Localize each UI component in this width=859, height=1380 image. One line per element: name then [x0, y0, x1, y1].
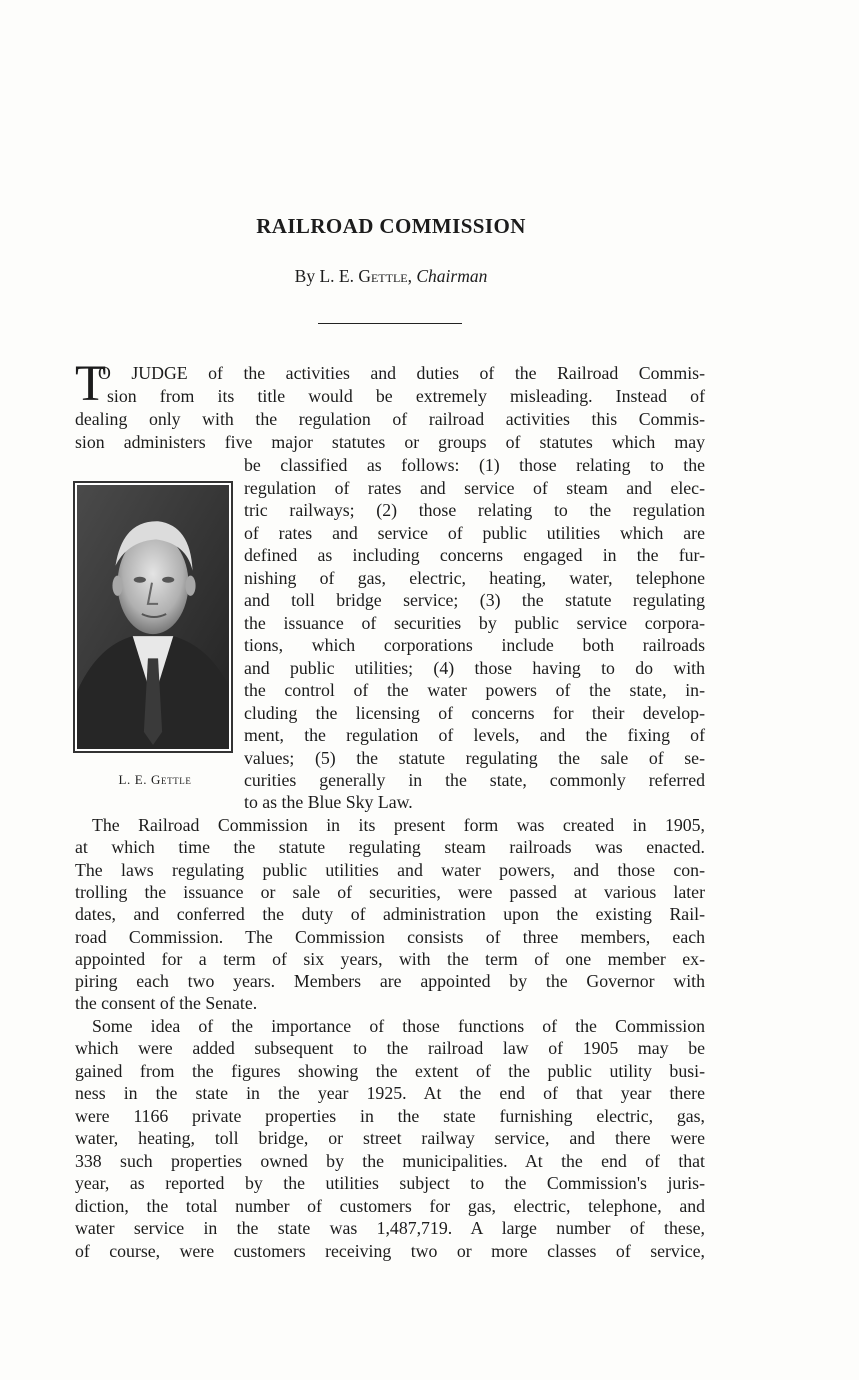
body-line: ment, the regulation of levels, and the fixing of: [244, 725, 705, 745]
byline: [0, 266, 782, 287]
body-line: tric railways; (2) those relating to the regulation: [244, 500, 705, 520]
body-line: O JUDGE of the activities and duties of the Railroad Commis-: [98, 363, 705, 383]
body-line: cluding the licensing of concerns for their develop-: [244, 703, 705, 723]
body-line: regulation of rates and service of steam and elec-: [244, 478, 705, 498]
body-line: which were added subsequent to the railroad law of 1905 may be: [75, 1038, 705, 1058]
body-line: the issuance of securities by public service corpora-: [244, 613, 705, 633]
body-line: were 1166 private properties in the state furnishing electric, gas,: [75, 1106, 705, 1126]
body-line: ness in the state in the year 1925. At the end of that year there: [75, 1083, 705, 1103]
body-line: values; (5) the statute regulating the sale of se-: [244, 748, 705, 768]
body-line: dates, and conferred the duty of administration upon the existing Rail-: [75, 904, 705, 924]
page-title: RAILROAD COMMISSION: [256, 214, 526, 238]
photo-caption: L. E. Gettle: [118, 772, 192, 787]
title-rule: [318, 323, 462, 324]
body-line: of rates and service of public utilities which are: [244, 523, 705, 543]
body-line: piring each two years. Members are appointed by the Governor with: [75, 971, 705, 991]
body-line: gained from the figures showing the extent of the public utility busi-: [75, 1061, 705, 1081]
portrait-image: [77, 485, 229, 749]
body-line: road Commission. The Commission consists of three members, each: [75, 927, 705, 947]
body-line: sion administers five major statutes or groups of statutes which may: [75, 432, 705, 452]
body-line: to as the Blue Sky Law.: [244, 792, 413, 812]
portrait-photo: [73, 481, 233, 753]
body-line: and public utilities; (4) those having to do with: [244, 658, 705, 678]
body-line: Some idea of the importance of those functions of the Commission: [92, 1016, 705, 1036]
body-line: dealing only with the regulation of railroad activities this Commis-: [75, 409, 705, 429]
body-line: sion from its title would be extremely misleading. Instead of: [107, 386, 705, 406]
body-line: the control of the water powers of the state, in-: [244, 680, 705, 700]
body-line: The Railroad Commission in its present form was created in 1905,: [92, 815, 705, 835]
byline-separator: ,: [407, 266, 417, 286]
body-line: appointed for a term of six years, with the term of one member ex-: [75, 949, 705, 969]
body-line: defined as including concerns engaged in the fur-: [244, 545, 705, 565]
body-line: tions, which corporations include both railroads: [244, 635, 705, 655]
body-line: water, heating, toll bridge, or street railway service, and there were: [75, 1128, 705, 1148]
body-line: nishing of gas, electric, heating, water, telephone: [244, 568, 705, 588]
byline-author: Gettle: [358, 266, 408, 286]
body-line: The laws regulating public utilities and water powers, and those con-: [75, 860, 705, 880]
body-line: diction, the total number of customers for gas, electric, telephone, and: [75, 1196, 705, 1216]
byline-role: Chairman: [416, 266, 488, 286]
body-line: curities generally in the state, commonly referred: [244, 770, 705, 790]
body-line: water service in the state was 1,487,719. A large number of these,: [75, 1218, 705, 1238]
body-line: trolling the issuance or sale of securities, were passed at various later: [75, 882, 705, 902]
byline-prefix: By L. E.: [294, 266, 359, 286]
drop-cap: T: [75, 356, 107, 412]
body-line: 338 such properties owned by the municipalities. At the end of that: [75, 1151, 705, 1171]
body-line: be classified as follows: (1) those relating to the: [244, 455, 705, 475]
body-line: year, as reported by the utilities subject to the Commission's juris-: [75, 1173, 705, 1193]
body-line: at which time the statute regulating steam railroads was enacted.: [75, 837, 705, 857]
body-line: of course, were customers receiving two or more classes of service,: [75, 1241, 705, 1261]
body-line: the consent of the Senate.: [75, 993, 258, 1013]
body-line: and toll bridge service; (3) the statute regulating: [244, 590, 705, 610]
